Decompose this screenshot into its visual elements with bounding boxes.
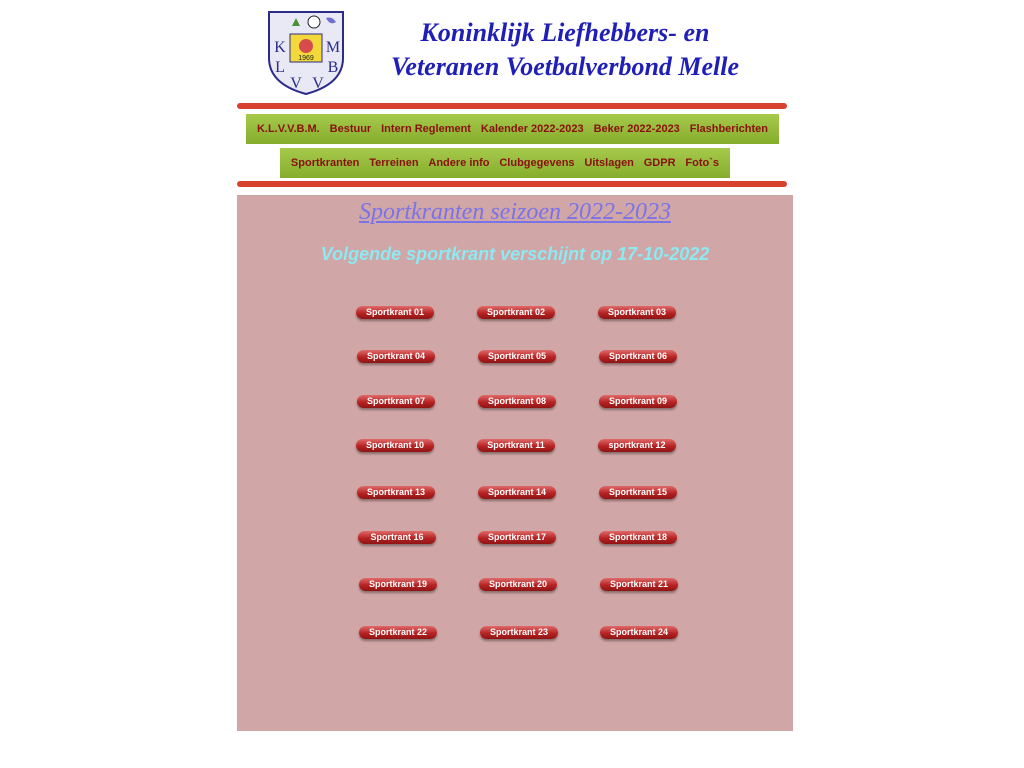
sportkrant-18-button[interactable]: Sportkrant 18 bbox=[599, 531, 677, 544]
svg-text:M: M bbox=[325, 39, 341, 56]
nav-item-beker[interactable]: Beker 2022-2023 bbox=[593, 123, 680, 135]
svg-text:V: V bbox=[312, 75, 324, 92]
sportkrant-17-button[interactable]: Sportkrant 17 bbox=[478, 531, 556, 544]
main-nav-row-1 bbox=[246, 114, 779, 144]
nav-item-sportkranten[interactable]: Sportkranten bbox=[290, 157, 360, 169]
svg-text:V: V bbox=[290, 75, 302, 92]
sportkrant-11-button[interactable]: Sportkrant 11 bbox=[477, 439, 555, 452]
sportkrant-05-button[interactable]: Sportkrant 05 bbox=[478, 350, 556, 363]
nav-item-terreinen[interactable]: Terreinen bbox=[369, 157, 419, 169]
sportkrant-23-button[interactable]: Sportkrant 23 bbox=[480, 626, 558, 639]
sportkrant-24-button[interactable]: Sportkrant 24 bbox=[600, 626, 678, 639]
bottom-divider bbox=[237, 181, 787, 187]
svg-text:B: B bbox=[327, 59, 339, 76]
content-panel bbox=[237, 195, 793, 731]
svg-text:K: K bbox=[274, 39, 286, 56]
site-title bbox=[370, 16, 760, 84]
sportkrant-19-button[interactable]: Sportkrant 19 bbox=[359, 578, 437, 591]
svg-text:L: L bbox=[275, 59, 285, 76]
sportkrant-01-button[interactable]: Sportkrant 01 bbox=[356, 306, 434, 319]
sportkrant-06-button[interactable]: Sportkrant 06 bbox=[599, 350, 677, 363]
sportkrant-02-button[interactable]: Sportkrant 02 bbox=[477, 306, 555, 319]
sportkrant-04-button[interactable]: Sportkrant 04 bbox=[357, 350, 435, 363]
site-title-line-1: Koninklijk Liefhebbers- en bbox=[420, 18, 710, 47]
club-logo bbox=[266, 10, 346, 96]
nav-item-clubgegevens[interactable]: Clubgegevens bbox=[499, 157, 575, 169]
nav-item-intern-reglement[interactable]: Intern Reglement bbox=[381, 123, 471, 135]
site-title-line-2: Veteranen Voetbalverbond Melle bbox=[390, 52, 740, 81]
svg-text:1969: 1969 bbox=[298, 55, 314, 62]
sportkrant-22-button[interactable]: Sportkrant 22 bbox=[359, 626, 437, 639]
nav-item-gdpr[interactable]: GDPR bbox=[643, 157, 676, 169]
sportkrant-03-button[interactable]: Sportkrant 03 bbox=[598, 306, 676, 319]
sportkrant-15-button[interactable]: Sportkrant 15 bbox=[599, 486, 677, 499]
nav-item-klvvbm[interactable]: K.L.V.V.B.M. bbox=[256, 123, 320, 135]
sportkrant-08-button[interactable]: Sportkrant 08 bbox=[478, 395, 556, 408]
nav-item-bestuur[interactable]: Bestuur bbox=[329, 123, 372, 135]
nav-item-uitslagen[interactable]: Uitslagen bbox=[584, 157, 634, 169]
main-nav-row-2 bbox=[280, 148, 730, 178]
top-divider bbox=[237, 103, 787, 109]
sportkrant-10-button[interactable]: Sportkrant 10 bbox=[356, 439, 434, 452]
nav-item-fotos[interactable]: Foto`s bbox=[685, 157, 719, 169]
nav-item-andere-info[interactable]: Andere info bbox=[428, 157, 490, 169]
nav-item-flashberichten[interactable]: Flashberichten bbox=[689, 123, 768, 135]
sportkrant-09-button[interactable]: Sportkrant 09 bbox=[599, 395, 677, 408]
sportkrant-14-button[interactable]: Sportkrant 14 bbox=[478, 486, 556, 499]
sportkrant-12-button[interactable]: sportkrant 12 bbox=[598, 439, 676, 452]
sportkrant-13-button[interactable]: Sportkrant 13 bbox=[357, 486, 435, 499]
nav-item-kalender[interactable]: Kalender 2022-2023 bbox=[480, 123, 584, 135]
sportkrant-21-button[interactable]: Sportkrant 21 bbox=[600, 578, 678, 591]
sportkrant-20-button[interactable]: Sportkrant 20 bbox=[479, 578, 557, 591]
sportkrant-16-button[interactable]: Sportrant 16 bbox=[358, 531, 436, 544]
sportkrant-07-button[interactable]: Sportkrant 07 bbox=[357, 395, 435, 408]
shield-crest-icon bbox=[266, 10, 346, 96]
next-issue-notice: Volgende sportkrant verschijnt op 17-10-2022 bbox=[320, 244, 710, 264]
page-heading-link[interactable]: Sportkranten seizoen 2022-2023 bbox=[359, 199, 671, 225]
